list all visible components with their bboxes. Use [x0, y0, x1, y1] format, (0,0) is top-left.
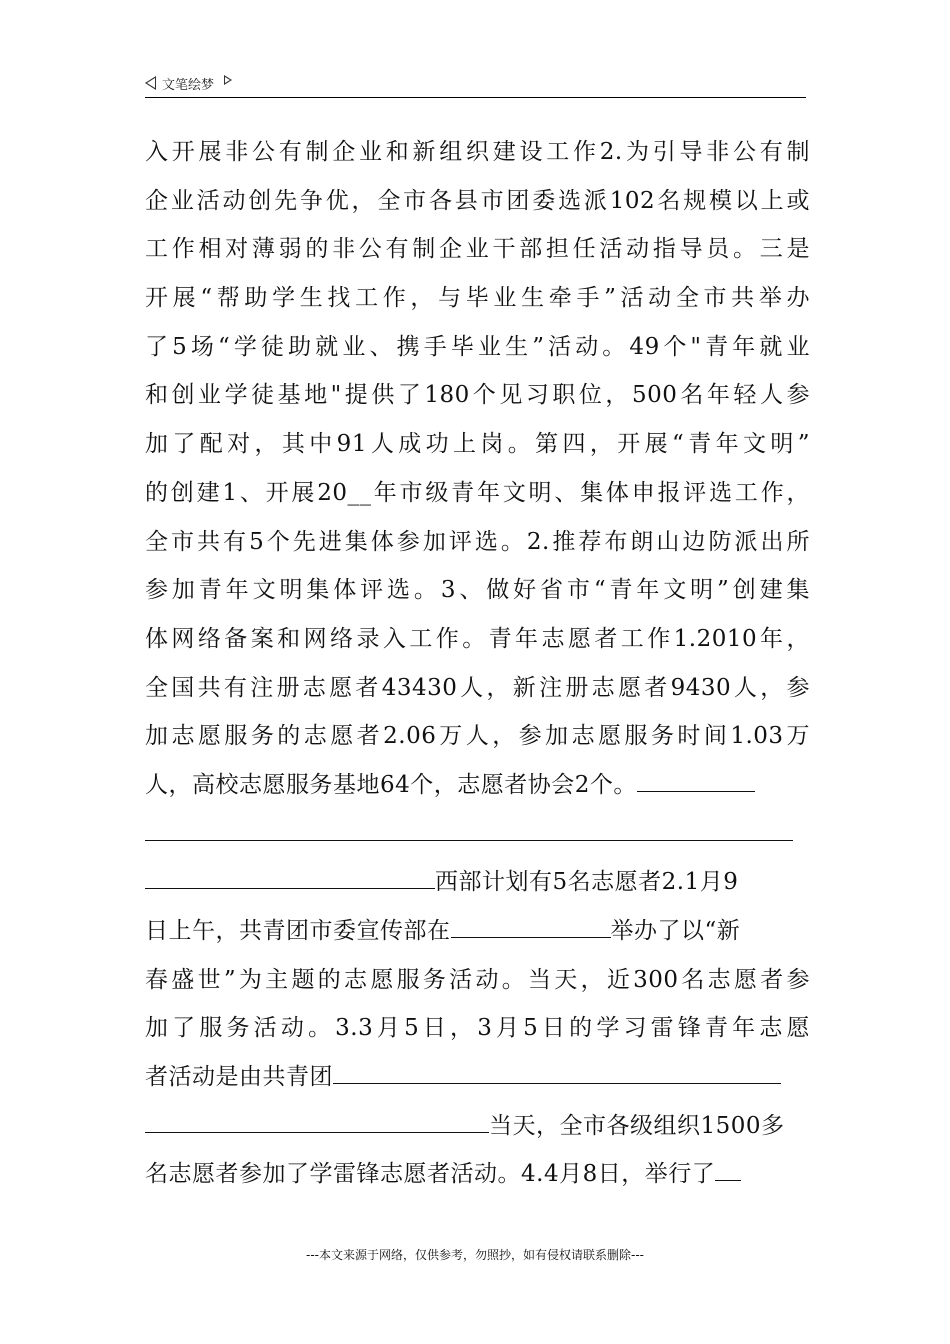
text-line: 加了配对，其中91人成功上岗。第四，开展“青年文明”: [145, 431, 810, 458]
text-segment: 人，高校志愿服务基地64个，志愿者协会2个。: [145, 771, 637, 798]
text-line: [145, 907, 810, 956]
header-title: 文笔绘梦: [162, 77, 215, 93]
fill-blank: [145, 810, 793, 841]
text-segment: 西部计划有5名志愿者2.1月9: [435, 869, 739, 896]
fill-blank: [145, 858, 435, 889]
text-line: 企业活动创先争优，全市各县市团委选派102名规模以上或: [145, 187, 810, 214]
text-segment: 日上午，共青团市委宣传部在: [145, 918, 451, 944]
left-triangle-icon: [145, 76, 156, 90]
text-line: 开展“帮助学生找工作，与毕业生牵手”活动全市共举办: [145, 285, 810, 312]
text-line: 全国共有注册志愿者43430人，新注册志愿者9430人，参: [145, 674, 810, 701]
text-line: 春盛世”为主题的志愿服务活动。当天，近300名志愿者参: [145, 966, 810, 993]
text-segment: 当天，全市各级组织1500多: [489, 1112, 785, 1139]
fill-blank: [715, 1150, 741, 1181]
blank-line: [145, 810, 810, 859]
text-line: [145, 1150, 810, 1199]
text-line: 入开展非公有制企业和新组织建设工作2.为引导非公有制: [145, 139, 810, 165]
text-segment: 举办了以“新: [610, 918, 741, 944]
text-line: [145, 1102, 810, 1151]
fill-blank: [637, 761, 755, 792]
text-line: [145, 1053, 810, 1102]
footer-notice: ---本文来源于网络，仅供参考，勿照抄，如有侵权请联系删除---: [306, 1248, 644, 1262]
text-line: [145, 858, 810, 907]
text-line: 加了服务活动。3.3月5日，3月5日的学习雷锋青年志愿: [145, 1015, 810, 1042]
text-line: [145, 761, 810, 810]
text-line: 工作相对薄弱的非公有制企业干部担任活动指导员。三是: [145, 236, 810, 263]
text-line: 全市共有5个先进集体参加评选。2.推荐布朗山边防派出所: [145, 528, 810, 555]
body-text: [145, 128, 810, 1199]
fill-blank: [451, 907, 611, 938]
text-segment: 者活动是由共青团: [145, 1064, 333, 1091]
text-line: 的创建1、开展20__年市级青年文明、集体申报评选工作，: [145, 479, 810, 506]
text-segment: 名志愿者参加了学雷锋志愿者活动。4.4月8日，举行了: [145, 1161, 716, 1188]
text-line: 参加青年文明集体评选。3、做好省市“青年文明”创建集: [145, 577, 810, 604]
text-line: 体网络备案和网络录入工作。青年志愿者工作1.2010年，: [145, 625, 810, 652]
header-rule: [145, 97, 806, 98]
right-triangle-icon: [224, 75, 232, 85]
fill-blank: [145, 1102, 489, 1133]
text-line: 加志愿服务的志愿者2.06万人，参加志愿服务时间1.03万: [145, 723, 810, 750]
fill-blank: [333, 1053, 781, 1084]
text-line: 了5场“学徒助就业、携手毕业生”活动。49个"青年就业: [145, 333, 810, 360]
page-header: [145, 72, 232, 94]
text-line: 和创业学徒基地"提供了180个见习职位，500名年轻人参: [145, 382, 810, 409]
